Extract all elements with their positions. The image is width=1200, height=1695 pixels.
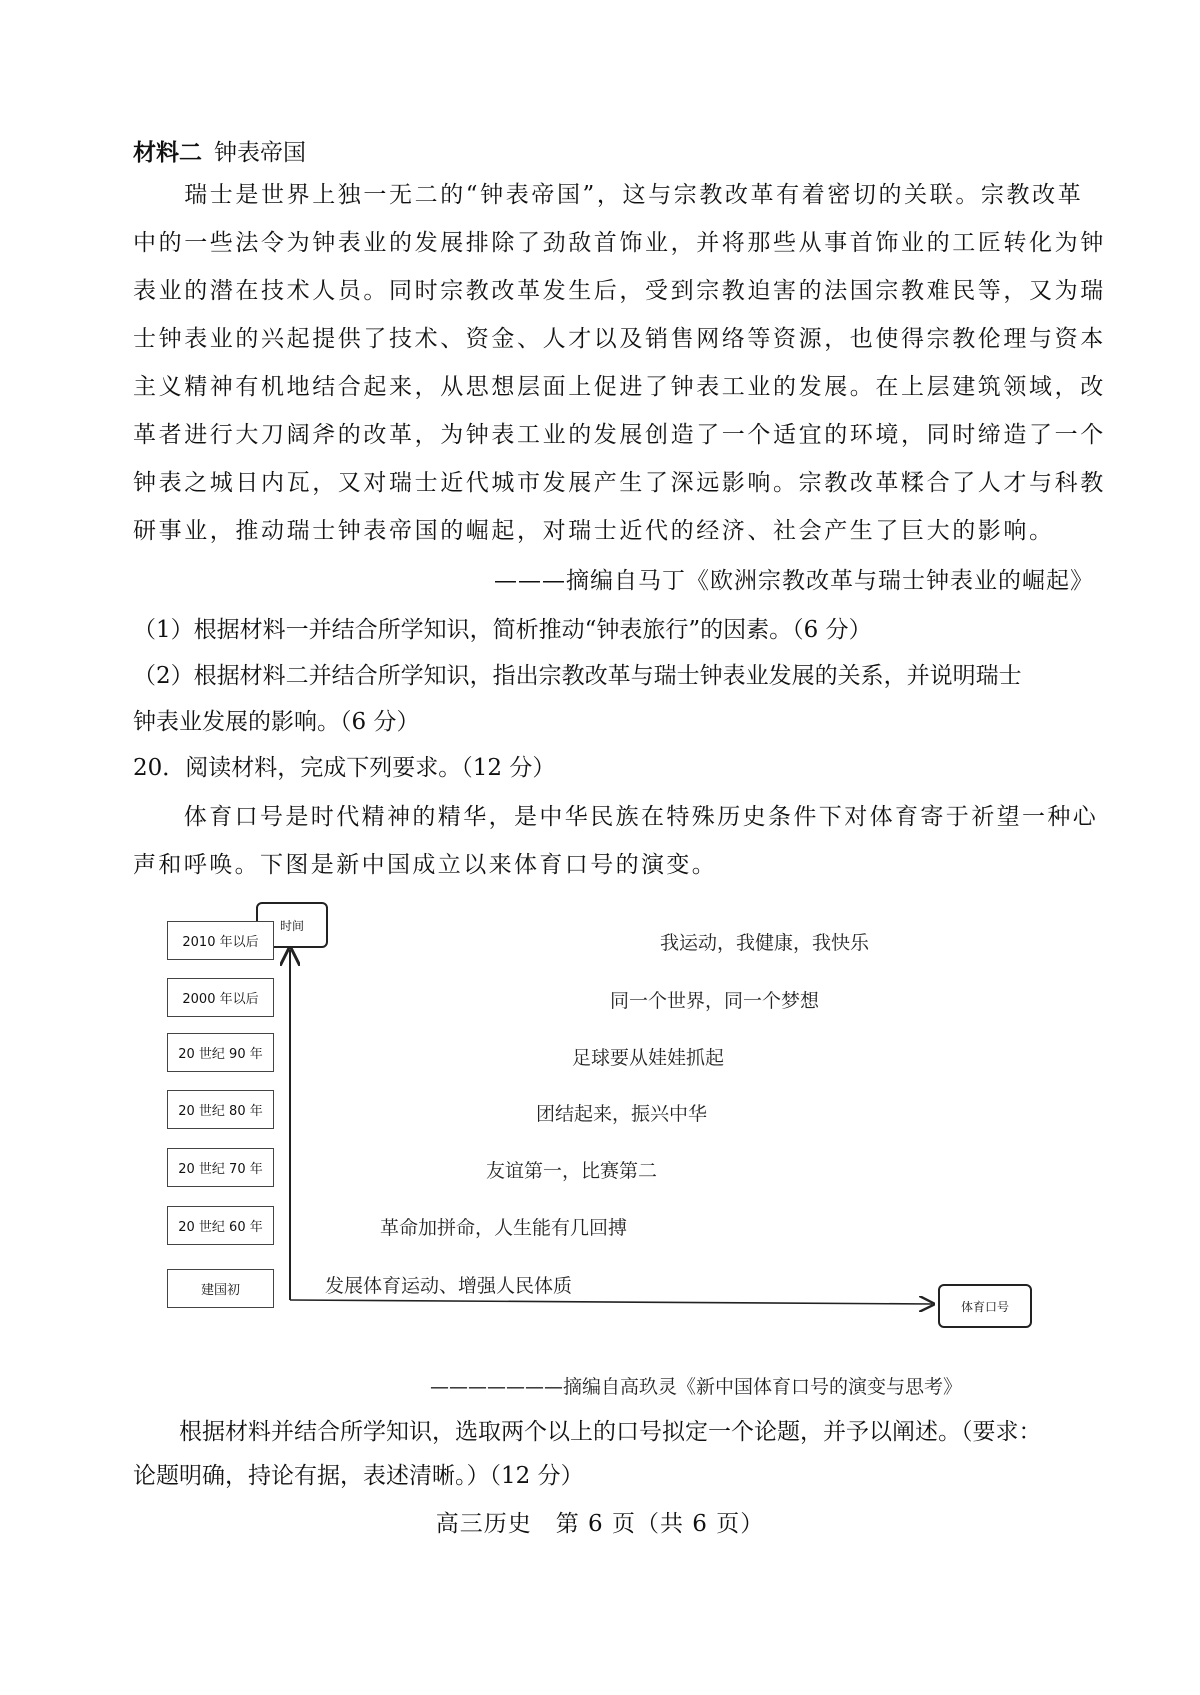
final-task-line: 根据材料并结合所学知识，选取两个以上的口号拟定一个论题，并予以阐述。（要求： (133, 1419, 1042, 1445)
intro-line: 体育口号是时代精神的精华，是中华民族在特殊历史条件下对体育寄于祈望一种心 (133, 804, 1099, 830)
material2-heading (133, 134, 306, 167)
paragraph-line: 研事业，推动瑞士钟表帝国的崛起，对瑞士近代的经济、社会产生了巨大的影响。 (133, 518, 1055, 544)
paragraph-line: 中的一些法令为钟表业的发展排除了劲敌首饰业，并将那些从事首饰业的工匠转化为钟 (133, 230, 1106, 256)
period-label: 20 世纪 60 年 (167, 1206, 274, 1245)
intro-line: 声和呼唤。下图是新中国成立以来体育口号的演变。 (133, 852, 718, 878)
slogan-2010s: 我运动，我健康，我快乐 (660, 932, 870, 954)
question-20: 20．阅读材料，完成下列要求。（12 分） (133, 755, 556, 781)
slogan-1970s: 友谊第一，比赛第二 (486, 1160, 658, 1182)
question-2-line-2: 钟表业发展的影响。（6 分） (133, 709, 420, 735)
paragraph-line: 钟表之城日内瓦，又对瑞士近代城市发展产生了深远影响。宗教改革糅合了人才与科教 (133, 470, 1106, 496)
slogan-axis-label: 体育口号 (938, 1284, 1032, 1328)
period-label: 建国初 (167, 1269, 274, 1308)
period-label: 2000 年以后 (167, 978, 274, 1017)
final-task (133, 1410, 1042, 1498)
page-footer: 高三历史 第 6 页（共 6 页） (435, 1511, 765, 1537)
slogan-evolution-diagram (150, 900, 1050, 1370)
material2-paragraph (133, 171, 1106, 555)
paragraph-line: 表业的潜在技术人员。同时宗教改革发生后，受到宗教迫害的法国宗教难民等，又为瑞 (133, 278, 1106, 304)
period-label: 20 世纪 90 年 (167, 1033, 274, 1072)
period-label: 20 世纪 80 年 (167, 1090, 274, 1129)
material2-source: ———摘编自马丁《欧洲宗教改革与瑞士钟表业的崛起》 (494, 568, 1094, 594)
final-task-line: 论题明确，持论有据，表述清晰。）（12 分） (133, 1463, 584, 1489)
slogan-1960s: 革命加拼命，人生能有几回搏 (380, 1217, 628, 1239)
paragraph-line: 革者进行大刀阔斧的改革，为钟表工业的发展创造了一个适宜的环境，同时缔造了一个 (133, 422, 1106, 448)
paragraph-line: 瑞士是世界上独一无二的“钟表帝国”，这与宗教改革有着密切的关联。宗教改革 (133, 182, 1084, 208)
slogan-2000s: 同一个世界，同一个梦想 (610, 990, 820, 1012)
question-2-line-1: （2）根据材料二并结合所学知识，指出宗教改革与瑞士钟表业发展的关系，并说明瑞士 (133, 663, 1022, 689)
paragraph-line: 士钟表业的兴起提供了技术、资金、人才以及销售网络等资源，也使得宗教伦理与资本 (133, 326, 1106, 352)
paragraph-line: 主义精神有机地结合起来，从思想层面上促进了钟表工业的发展。在上层建筑领域，改 (133, 374, 1106, 400)
period-label: 20 世纪 70 年 (167, 1148, 274, 1187)
period-label: 2010 年以后 (167, 921, 274, 960)
question-1: （1）根据材料一并结合所学知识，简析推动“钟表旅行”的因素。（6 分） (133, 617, 872, 643)
time-axis-label: 时间 (256, 902, 328, 948)
diagram-source: ———————摘编自高玖灵《新中国体育口号的演变与思考》 (430, 1376, 963, 1398)
slogan-1990s: 足球要从娃娃抓起 (572, 1047, 725, 1069)
question-20-intro (133, 793, 1098, 889)
slogan-1980s: 团结起来，振兴中华 (536, 1103, 708, 1125)
x-axis-line (290, 1300, 932, 1304)
slogan-founding: 发展体育运动、增强人民体质 (325, 1275, 573, 1297)
material2-label: 材料二 (133, 139, 202, 166)
material2-title: 钟表帝国 (214, 140, 306, 166)
diagram-axes (150, 900, 1050, 1370)
